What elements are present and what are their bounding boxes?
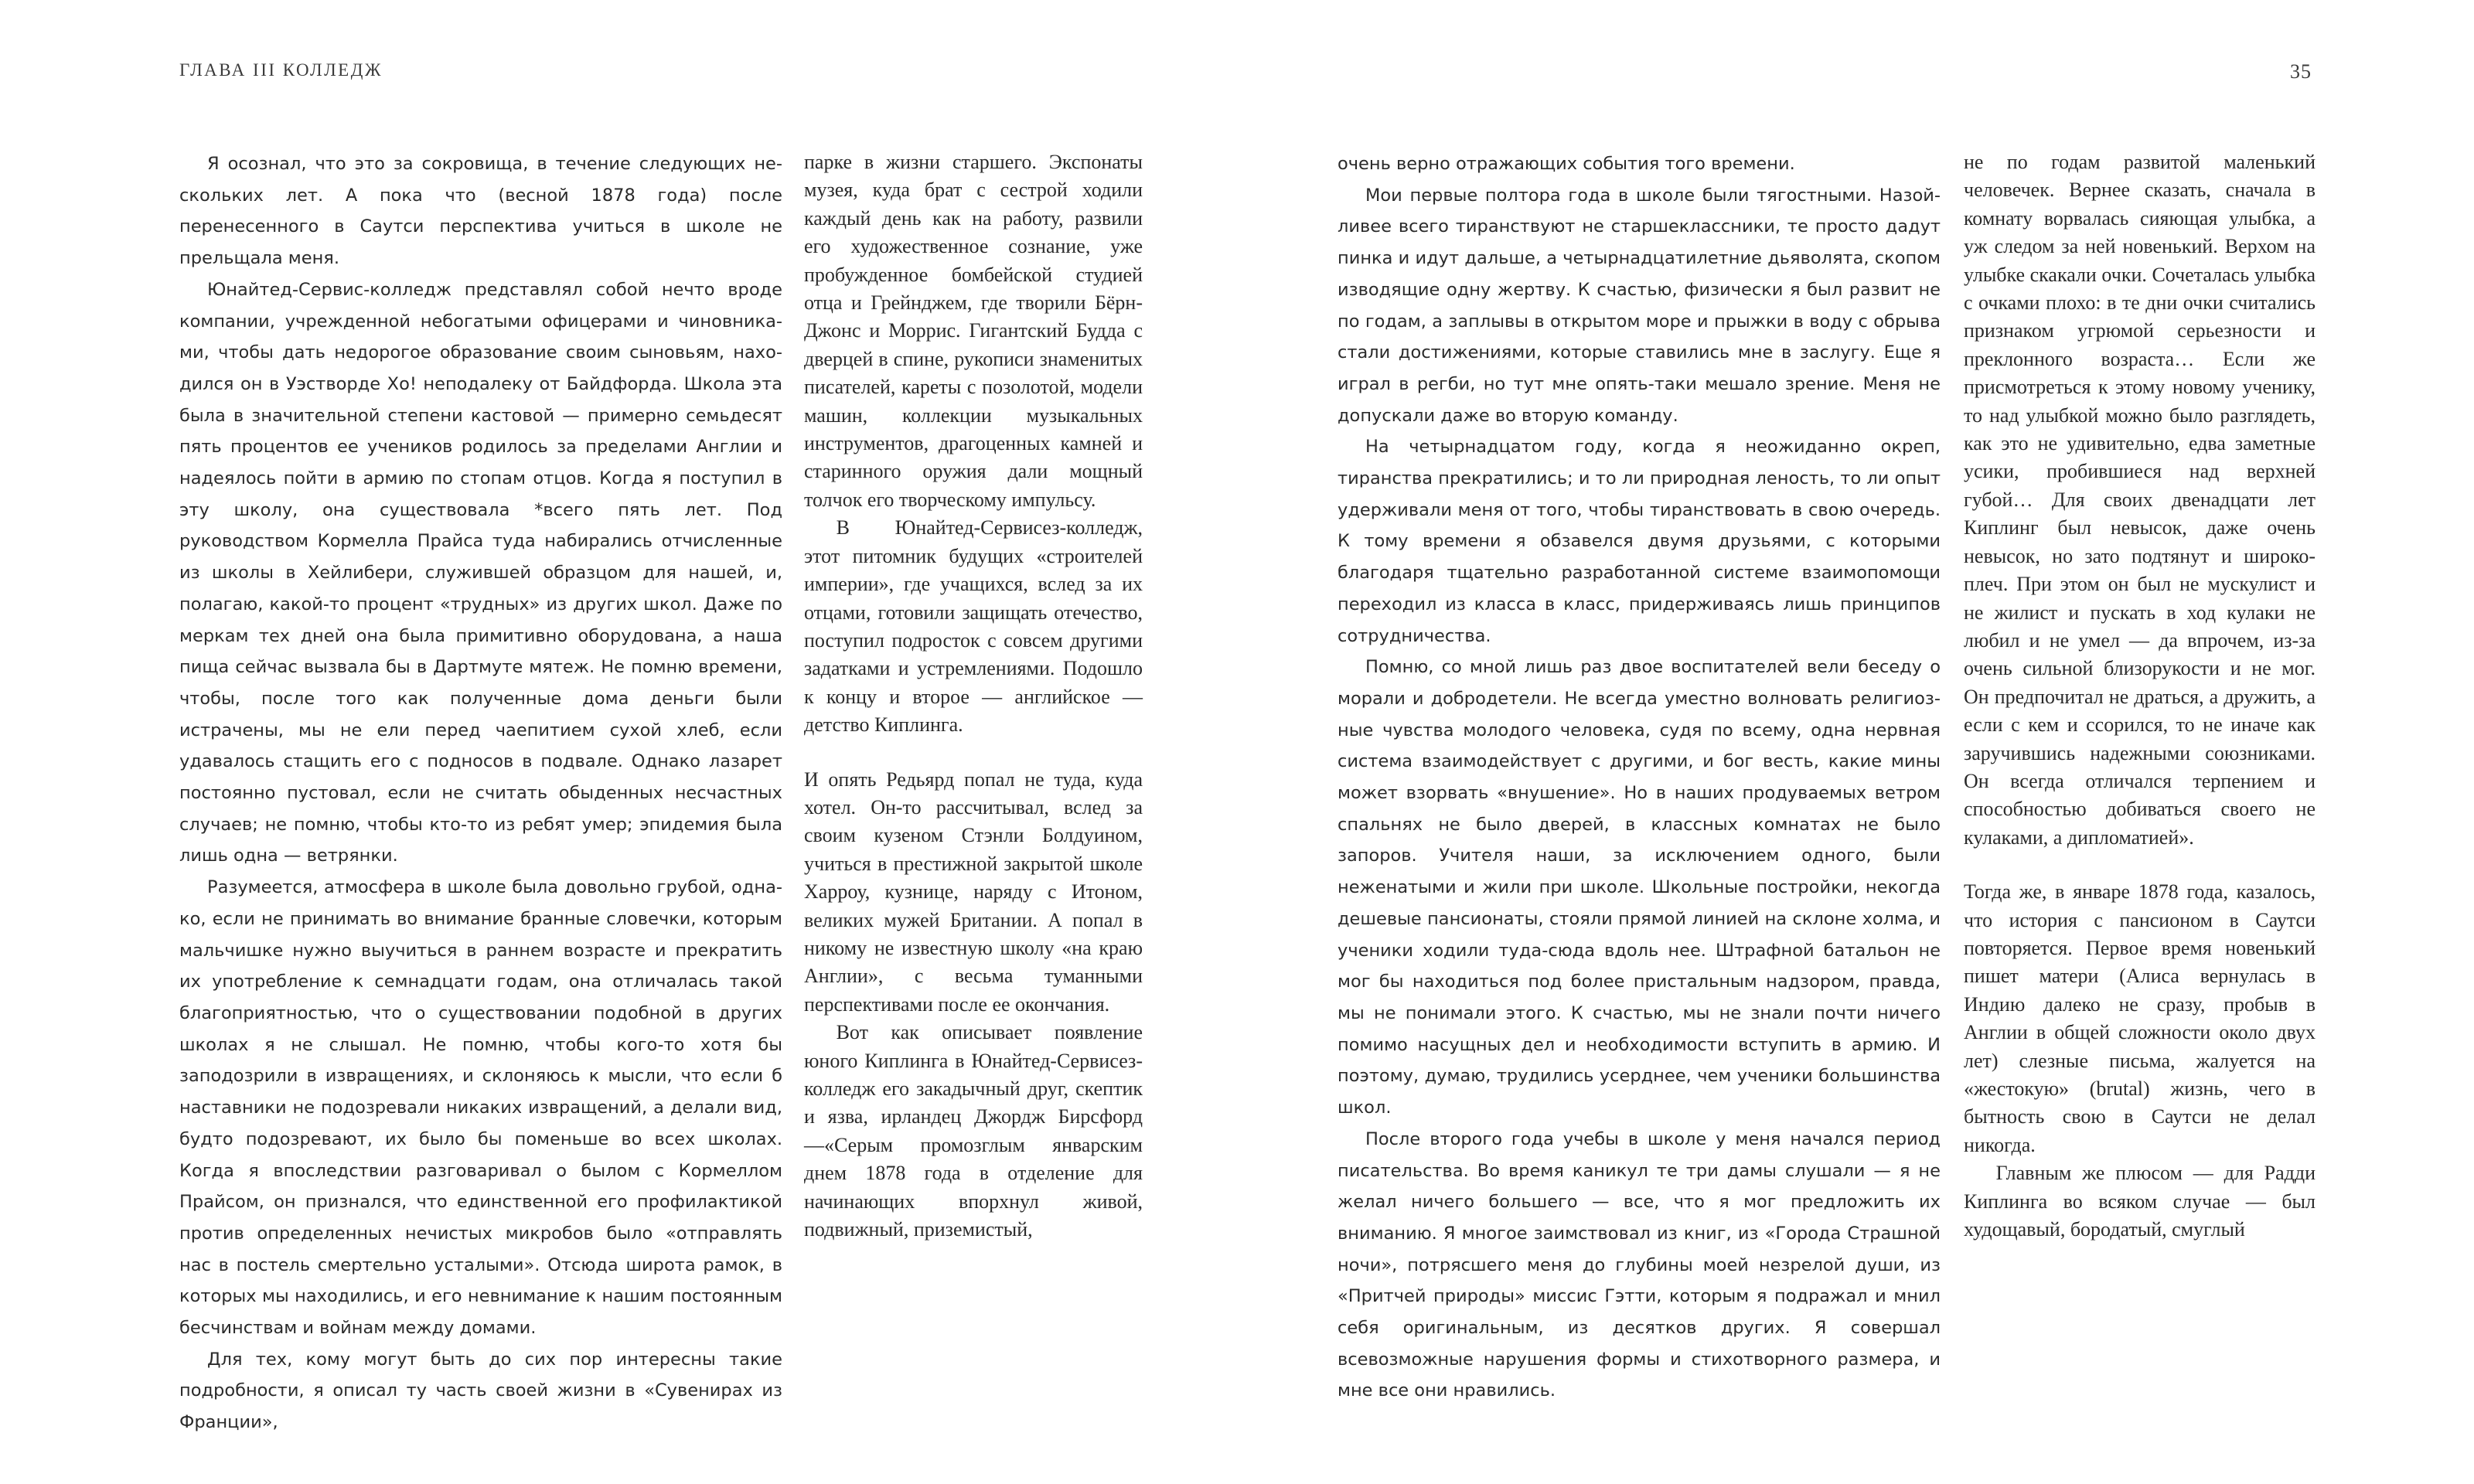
paragraph: очень верно отражающих события того времени. <box>1338 154 1795 174</box>
commentary-column-left <box>804 148 1143 1244</box>
running-head-chapter: ГЛАВА III КОЛЛЕДЖ <box>179 60 383 80</box>
paragraph: В Юнайтед-Сервисез-колледж, этот питомник будущих «строителей империи», где учащихся, вслед за их отцами, готовили защищать отечество, поступил подросток с совсем другими задатками и устремлениями. Подошло к концу и второе — английское — детство Киплинга. <box>804 516 1143 737</box>
paragraph: Для тех, кому могут быть до сих пор интересны такие подробности, я описал ту часть своей жизни в «Сувенирах из Франции», <box>179 1349 782 1433</box>
paragraph: Помню, со мной лишь раз двое воспитателей вели беседу о морали и добродетели. Не всегда уместно волновать религиозные чувства молодого человека, судя по всему, одна нервная система взаимодействует с другими, и бог весть, какие мины может взорвать «внушение». Но в наших продуваемых ветром спальнях не было дверей, в классных комнатах не было запоров. Учителя наши, за исключением одного, были неженатыми и жили при школе. Школьные постройки, некогда дешевые пансионаты, стояли прямой линией на склоне холма, и ученики ходили туда-сюда вдоль нее. Штрафной батальон не мог бы находиться под более пристальным надзором, правда, мы не понимали этого. К счастью, мы не знали почти ничего помимо насущных дел и необходимости вступить в армию. И поэтому, думаю, трудились усерднее, чем ученики большинства школ. <box>1338 657 1941 1118</box>
main-text-column-left <box>179 148 782 1438</box>
main-text-column-right <box>1338 148 1941 1407</box>
paragraph: На четырнадцатом году, когда я неожиданно окреп, тиранства прекратились; и то ли природная леность, то ли опыт удерживали меня от того, чтобы тиранствовать в свою очередь. К тому времени я обзавелся двумя друзьями, с которыми благодаря тщательно разработанной системе взаимопомощи переходил из класса в класс, придерживаясь лишь принципов сотрудничества. <box>1338 437 1941 646</box>
paragraph: Вот как описывает появление юного Киплинга в Юнайтед-Сервисез-колледж его закадычный друг, скептик и язва, ирландец Джордж Бирсфорд —«Серым промозглым январским днем 1878 года в отделение для начинающих впорхнул живой, подвижный, приземистый, <box>804 1021 1143 1241</box>
paragraph: И опять Редьярд попал не туда, куда хотел. Он-то рассчитывал, вслед за своим кузеном Стэнли Болдуином, учиться в престижной закрытой школе Харроу, кузнице, наряду с Итоном, великих мужей Британии. А попал в никому не известную школу «на краю Англии», с весьма туманными перспективами после ее окончания. <box>804 768 1143 1016</box>
commentary-column-right <box>1964 148 2316 1244</box>
paragraph: парке в жизни старшего. Экспонаты музея, куда брат с сестрой ходили каждый день как на работу, развили его художественное сознание, уже пробужденное бомбейской студией отца и Грейнджем, где творили Бёрн-Джонс и Моррис. Гигантский Будда с дверцей в спине, рукописи знаменитых писателей, кареты с позолотой, модели машин, коллекции музыкальных инструментов, драгоценных камней и старинного оружия дали мощный толчок его творческому импульсу. <box>804 151 1143 511</box>
paragraph: Юнайтед-Сервис-колледж представлял собой нечто вроде компании, учрежденной небогатыми офицерами и чиновниками, чтобы дать недорогое образование своим сыновьям, находился он в Уэстворде Хо! неподалеку от Байдфорда. Школа эта была в значительной степени кастовой — примерно семьдесят пять процентов ее учеников родилось за пределами Англии и надеялось пойти в армию по стопам отцов. Когда я поступил в эту школу, она существовала *всего пять лет. Под руководством Кормелла Прайса туда набирались отчисленные из школы в Хейлибери, служившей образцом для нашей, и, полагаю, какой-то процент «трудных» из других школ. Даже по меркам тех дней она была примитивно оборудована, а наша пища сейчас вызвала бы в Дартмуте мятеж. Не помню времени, чтобы, после того как полученные дома деньги были истрачены, мы не ели перед чаепитием сухой хлеб, если удавалось стащить его с подносов в подвале. Однако лазарет постоянно пустовал, если не считать обыденных несчастных случаев; не помню, чтобы кто-то из ребят умер; эпидемия была лишь одна — ветрянки. <box>179 279 782 866</box>
paragraph: Мои первые полтора года в школе были тягостными. Назойливее всего тиранствуют не старшеклассники, те просто дадут пинка и идут дальше, а четырнадцатилетние дьяволята, скопом изводящие одну жертву. К счастью, физически я был развит не по годам, а заплывы в открытом море и прыжки в воду с обрыва стали достижениями, которые ставились мне в заслугу. Еще я играл в регби, но тут мне опять-таки мешало зрение. Меня не допускали даже во вторую команду. <box>1338 185 1941 426</box>
paragraph: Разумеется, атмосфера в школе была довольно грубой, однако, если не принимать во внимание бранные словечки, которым мальчишке нужно выучиться в раннем возрасте и прекратить их употребление к семнадцати годам, она отличалась такой благоприятностью, что о существовании подобной в других школах я не слышал. Не помню, чтобы кого-то хотя бы заподозрили в извращениях, и склоняюсь к мысли, что если б наставники не подозревали никаких извращений, а делали вид, будто подозревают, их было бы поменьше во всех школах. Когда я впоследствии разговаривал о былом с Кормеллом Прайсом, он признался, что единственной его профилактикой против определенных нечистых микробов было «отправлять нас в постель смертельно усталыми». Отсюда широта рамок, в которых мы находились, и его невнимание к нашим постоянным бесчинствам и войнам между домами. <box>179 877 782 1339</box>
paragraph: Главным же плюсом — для Радди Киплинга во всяком случае — был худощавый, бородатый, смуглый <box>1964 1162 2316 1241</box>
paragraph: Я осознал, что это за сокровища, в течение следующих нескольких лет. А пока что (весной 1878 года) после перенесенного в Саутси перспектива учиться в школе не прельщала меня. <box>179 154 782 269</box>
paragraph: После второго года учебы в школе у меня начался период писательства. Во время каникул те три дамы слушали — я не желал ничего большего — все, что я мог предложить их вниманию. Я многое заимствовал из книг, из «Города Страшной ночи», потрясшего меня до глубины моей незрелой души, из «Притчей природы» миссис Гэтти, которым я подражал и мнил себя оригинальным, из десятков других. Я совершал всевозможные нарушения формы и стихотворного размера, и мне все они нравились. <box>1338 1128 1941 1401</box>
paragraph: не по годам развитой маленький человечек. Вернее сказать, сначала в комнату ворвалась сияющая улыбка, а уж следом за ней новенький. Верхом на улыбке скакали очки. Сочеталась улыбка с очками плохо: в те дни очки считались признаком угрюмой серьезности и преклонного возраста… Если же присмотреться к этому новому ученику, то над улыбкой можно было разглядеть, как это не удивительно, едва заметные усики, пробившиеся над верхней губой… Для своих двенадцати лет Киплинг был невысок, даже очень невысок, но зато подтянут и широкоплеч. При этом он был не мускулист и не жилист и пускать в ход кулаки не любил и не умел — да впрочем, из-за очень сильной близорукости и не мог. Он предпочитал не драться, а дружить, а если с кем и ссорился, то не иначе как заручившись надежными союзниками. Он всегда отличался терпением и способностью добиваться своего не кулаками, а дипломатией». <box>1964 151 2316 849</box>
page-number: 35 <box>2290 60 2312 83</box>
paragraph: Тогда же, в январе 1878 года, казалось, что история с пансионом в Саутси повторяется. Первое время новенький пишет матери (Алиса вернулась в Индию далеко не сразу, пробыв в Англии в общей сложности около двух лет) слезные письма, жалуется на «жестокую» (brutal) жизнь, чего в бытность свою в Саутси не делал никогда. <box>1964 880 2316 1156</box>
